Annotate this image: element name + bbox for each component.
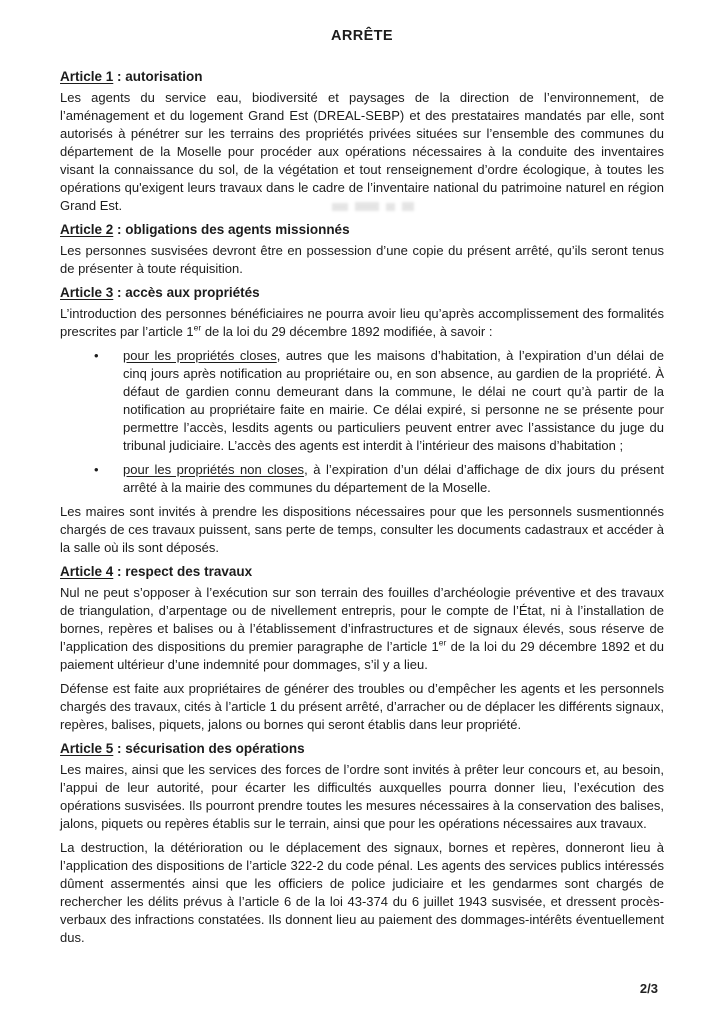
- article-5-title: : sécurisation des opérations: [113, 741, 305, 756]
- article-5-number: Article 5: [60, 741, 114, 756]
- ordinal-superscript: er: [438, 637, 447, 648]
- page-number: 2/3: [639, 981, 658, 996]
- article-1-paragraph: Les agents du service eau, biodiversité et paysages de la direction de l’environnement, de l’aménagement et du logement Grand Est (DREAL-SEBP) et des prestataires mandatés par elle, sont autorisés à pénétrer sur les terrains des propriétés privées situées sur l’ensemble des communes du département de la Moselle pour procéder aux opérations nécessaires à la conduite des inventaires visant la connaissance du sol, de la végétation et tout renseignement d’ordre écologique, à toutes les opérations qu'exigent leurs travaux dans le cadre de l’inventaire national du patrimoine naturel en région Grand Est.: [60, 90, 664, 213]
- article-3-closing-paragraph: Les maires sont invités à prendre les dispositions nécessaires pour que les personnels susmentionnés chargés de ces travaux puissent, sans perte de temps, consulter les documents cadastraux et accéder à la salle où ils sont déposés.: [60, 504, 664, 555]
- article-4-p1-text: Nul ne peut s’opposer à l’exécution sur son terrain des fouilles d’archéologie préventive et des travaux de triangulation, d’arpentage ou de nivellement entrepris, pour le compte de l’État, ni à l’installation de bornes, repères et balises ou à l’établissement d’infrastructures et de signaux élevés, sous réserve de l’application des dispositions du premier paragraphe de l’article 1: [60, 585, 664, 654]
- article-5-paragraph-1: Les maires, ainsi que les services des forces de l’ordre sont invités à prêter leur concours et, au besoin, l’appui de leur autorité, pour écarter les difficultés auxquelles pourra donner lieu, l’exécution des opérations susvisées. Ils pourront prendre toutes les mesures nécessaires à la conservation des balises, jalons, piquets ou repères établis sur le terrain, ainsi que pour les opérations nécessaires aux travaux.: [60, 762, 664, 831]
- bullet-non-closes-text: , à l’expiration d’un délai d’affichage de dix jours du présent arrêté à la mairie des communes du département de la Moselle.: [123, 462, 664, 495]
- bullet-proprietes-non-closes: [60, 461, 664, 497]
- article-3-intro-text: L’introduction des personnes bénéficiaires ne pourra avoir lieu qu’après accomplissement des formalités prescrites par l’article 1: [60, 306, 664, 339]
- document-title: ARRÊTE: [330, 28, 393, 44]
- article-4-paragraph-1: [60, 584, 664, 674]
- bullet-icon: •: [94, 462, 99, 477]
- article-1-title: : autorisation: [113, 69, 203, 84]
- article-3-intro-paragraph: [60, 305, 664, 341]
- article-3-heading: [60, 284, 664, 302]
- bullet-closes-text: , autres que les maisons d’habitation, à l’expiration d’un délai de cinq jours après notification au propriétaire ou, en son absence, au gardien de la propriété. À défaut de gardien connu demeurant dans la commune, le délai ne court qu’à partir de la notification au propriétaire faite en mairie. Ce délai expiré, si personne ne se présente pour permettre l’accès, lesdits agents ou particuliers peuvent entrer avec l’assistance du juge du tribunal judiciaire. L’accès des agents est interdit à l’intérieur des maisons d’habitation ;: [123, 348, 664, 453]
- article-1: [60, 68, 664, 215]
- ordinal-superscript: er: [193, 322, 202, 333]
- article-3: [60, 284, 664, 557]
- article-3-number: Article 3: [60, 285, 114, 300]
- bullet-closes-lead: pour les propriétés closes: [123, 348, 277, 363]
- bullet-non-closes-lead: pour les propriétés non closes: [123, 462, 305, 477]
- article-5: [60, 740, 664, 947]
- article-3-title: : accès aux propriétés: [113, 285, 260, 300]
- article-4-title: : respect des travaux: [113, 564, 253, 579]
- article-1-heading: [60, 68, 664, 86]
- article-4-heading: [60, 563, 664, 581]
- article-3-intro-text-after: de la loi du 29 décembre 1892 modifiée, à savoir :: [201, 324, 493, 339]
- article-4-p1-text-after: de la loi du 29 décembre 1892 et du paiement ultérieur d’une indemnité pour dommages, s’il y a lieu.: [60, 639, 664, 672]
- article-2: [60, 221, 664, 278]
- article-4-paragraph-2: Défense est faite aux propriétaires de générer des troubles ou d’empêcher les agents et les personnels chargés des travaux, cités à l’article 1 du présent arrêté, d’arracher ou de déplacer les différents signaux, repères, balises, piquets, jalons ou bornes qui seront établis dans leur propriété.: [60, 681, 664, 732]
- article-2-title: : obligations des agents missionnés: [113, 222, 350, 237]
- article-3-bullet-list: [60, 347, 664, 497]
- article-2-paragraph: Les personnes susvisées devront être en possession d’une copie du présent arrêté, qu’ils seront tenus de présenter à toute réquisition.: [60, 243, 664, 276]
- bullet-proprietes-closes: [60, 347, 664, 455]
- article-5-heading: [60, 740, 664, 758]
- article-2-number: Article 2: [60, 222, 114, 237]
- article-4-number: Article 4: [60, 564, 114, 579]
- article-2-heading: [60, 221, 664, 239]
- article-4: [60, 563, 664, 734]
- article-1-number: Article 1: [60, 69, 114, 84]
- article-5-paragraph-2: La destruction, la détérioration ou le déplacement des signaux, bornes et repères, donneront lieu à l’application des dispositions de l’article 322-2 du code pénal. Les agents des services publics intéressés dûment assermentés ainsi que les officiers de police judiciaire et les gendarmes sont chargés de rechercher les délits prévus à l’article 6 de la loi 43-374 du 6 juillet 1943 susvisée, et dressent procès-verbaux des infractions constatées. Ils donnent lieu au paiement des dommages-intérêts éventuellement dus.: [60, 840, 664, 945]
- bullet-icon: •: [94, 348, 99, 363]
